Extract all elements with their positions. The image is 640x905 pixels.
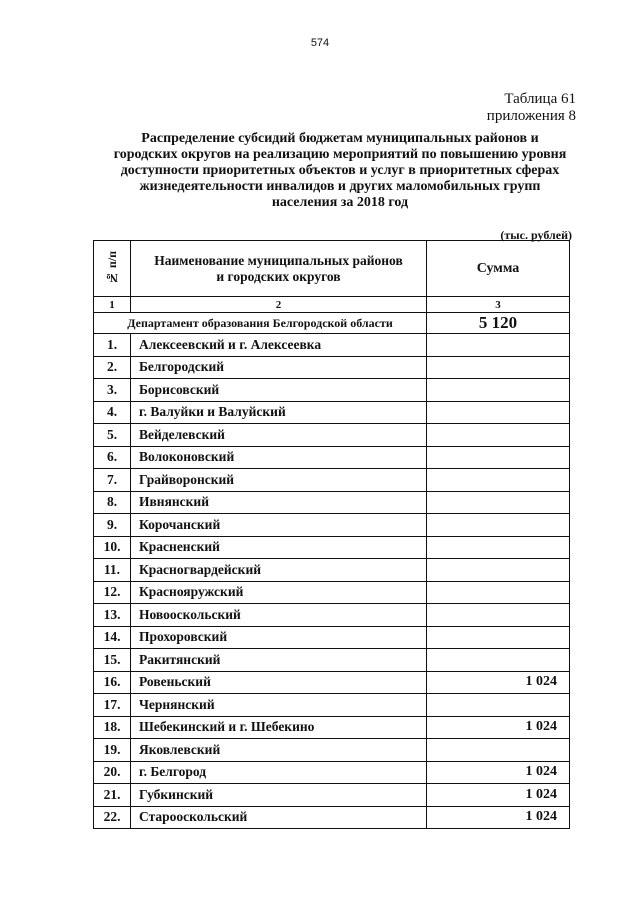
row-sum xyxy=(427,536,570,559)
table-row xyxy=(94,514,570,537)
row-number: 8. xyxy=(94,491,131,514)
row-number: 9. xyxy=(94,514,131,537)
row-sum xyxy=(427,469,570,492)
header-name-line2: и городских округов xyxy=(216,268,341,284)
row-sum xyxy=(427,379,570,402)
row-number: 13. xyxy=(94,604,131,627)
table-row xyxy=(94,536,570,559)
table-title: Распределение субсидий бюджетам муниципальных районов и городских округов на реализацию мероприятий по повышению уровня доступности приоритетных объектов и услуг в приоритетных сферах жизнедеятельности инвалидов и других маломобильных групп населения за 2018 год xyxy=(113,131,567,210)
row-number: 11. xyxy=(94,559,131,582)
row-district-name: Шебекинский и г. Шебекино xyxy=(131,716,427,739)
row-sum xyxy=(427,446,570,469)
row-number: 5. xyxy=(94,424,131,447)
row-district-name: Губкинский xyxy=(131,784,427,807)
row-number: 22. xyxy=(94,806,131,829)
row-district-name: Краснояружский xyxy=(131,581,427,604)
table-row xyxy=(94,491,570,514)
row-sum xyxy=(427,424,570,447)
row-district-name: Красненский xyxy=(131,536,427,559)
header-number-cell xyxy=(94,241,131,297)
row-district-name: Борисовский xyxy=(131,379,427,402)
row-sum xyxy=(427,581,570,604)
table-row xyxy=(94,401,570,424)
row-sum xyxy=(427,626,570,649)
table-row xyxy=(94,469,570,492)
row-sum xyxy=(427,694,570,717)
row-sum xyxy=(427,739,570,762)
row-number: 21. xyxy=(94,784,131,807)
column-number: 2 xyxy=(131,297,427,313)
row-sum: 1 024 xyxy=(427,716,570,739)
table-row xyxy=(94,761,570,784)
table-row xyxy=(94,671,570,694)
column-numbers-row xyxy=(94,297,570,313)
row-sum xyxy=(427,559,570,582)
table-row xyxy=(94,649,570,672)
appendix-number: приложения 8 xyxy=(486,108,576,124)
table-row xyxy=(94,559,570,582)
header-name-cell xyxy=(131,241,427,297)
row-sum: 1 024 xyxy=(427,806,570,829)
table-row xyxy=(94,604,570,627)
row-number: 20. xyxy=(94,761,131,784)
row-sum: 1 024 xyxy=(427,784,570,807)
row-number: 4. xyxy=(94,401,131,424)
appendix-reference xyxy=(487,91,576,125)
row-district-name: Ивнянский xyxy=(131,491,427,514)
table-row xyxy=(94,694,570,717)
row-number: 14. xyxy=(94,626,131,649)
row-district-name: г. Валуйки и Валуйский xyxy=(131,401,427,424)
row-sum xyxy=(427,604,570,627)
row-district-name: Грайворонский xyxy=(131,469,427,492)
row-sum xyxy=(427,334,570,357)
row-district-name: Белгородский xyxy=(131,356,427,379)
table-row xyxy=(94,784,570,807)
row-number: 10. xyxy=(94,536,131,559)
row-number: 18. xyxy=(94,716,131,739)
row-sum: 1 024 xyxy=(427,761,570,784)
row-district-name: Волоконовский xyxy=(131,446,427,469)
row-number: 1. xyxy=(94,334,131,357)
row-number: 12. xyxy=(94,581,131,604)
row-number: 7. xyxy=(94,469,131,492)
table-row xyxy=(94,356,570,379)
row-sum xyxy=(427,514,570,537)
header-name-line1: Наименование муниципальных районов xyxy=(154,252,403,268)
header-row xyxy=(94,241,570,297)
page-number: 574 xyxy=(310,37,330,49)
department-row xyxy=(94,313,570,334)
table-row xyxy=(94,626,570,649)
row-sum xyxy=(427,649,570,672)
row-number: 6. xyxy=(94,446,131,469)
row-district-name: Красногвардейский xyxy=(131,559,427,582)
table-row xyxy=(94,716,570,739)
table-row xyxy=(94,581,570,604)
column-number: 3 xyxy=(427,297,570,313)
row-number: 17. xyxy=(94,694,131,717)
row-district-name: Прохоровский xyxy=(131,626,427,649)
table-row xyxy=(94,806,570,829)
row-number: 16. xyxy=(94,671,131,694)
column-number: 1 xyxy=(94,297,131,313)
table-row xyxy=(94,379,570,402)
table-row xyxy=(94,334,570,357)
row-sum xyxy=(427,491,570,514)
row-number: 15. xyxy=(94,649,131,672)
row-district-name: Новооскольский xyxy=(131,604,427,627)
row-district-name: Корочанский xyxy=(131,514,427,537)
row-district-name: Чернянский xyxy=(131,694,427,717)
row-number: 3. xyxy=(94,379,131,402)
table-row xyxy=(94,446,570,469)
units-label: (тыс. рублей) xyxy=(500,228,572,242)
table-row xyxy=(94,424,570,447)
row-number: 19. xyxy=(94,739,131,762)
row-district-name: Старооскольский xyxy=(131,806,427,829)
subsidy-table xyxy=(93,240,570,829)
row-number: 2. xyxy=(94,356,131,379)
row-district-name: г. Белгород xyxy=(131,761,427,784)
row-district-name: Ракитянский xyxy=(131,649,427,672)
row-sum: 1 024 xyxy=(427,671,570,694)
table-row xyxy=(94,739,570,762)
row-sum xyxy=(427,356,570,379)
table-number: Таблица 61 xyxy=(504,91,576,107)
row-district-name: Ровеньский xyxy=(131,671,427,694)
row-district-name: Яковлевский xyxy=(131,739,427,762)
row-district-name: Вейделевский xyxy=(131,424,427,447)
header-sum-cell: Сумма xyxy=(427,241,570,297)
department-sum: 5 120 xyxy=(427,313,570,334)
row-district-name: Алексеевский и г. Алексеевка xyxy=(131,334,427,357)
header-number-label: № п/п xyxy=(104,251,119,286)
department-name: Департамент образования Белгородской области xyxy=(94,313,427,334)
row-sum xyxy=(427,401,570,424)
